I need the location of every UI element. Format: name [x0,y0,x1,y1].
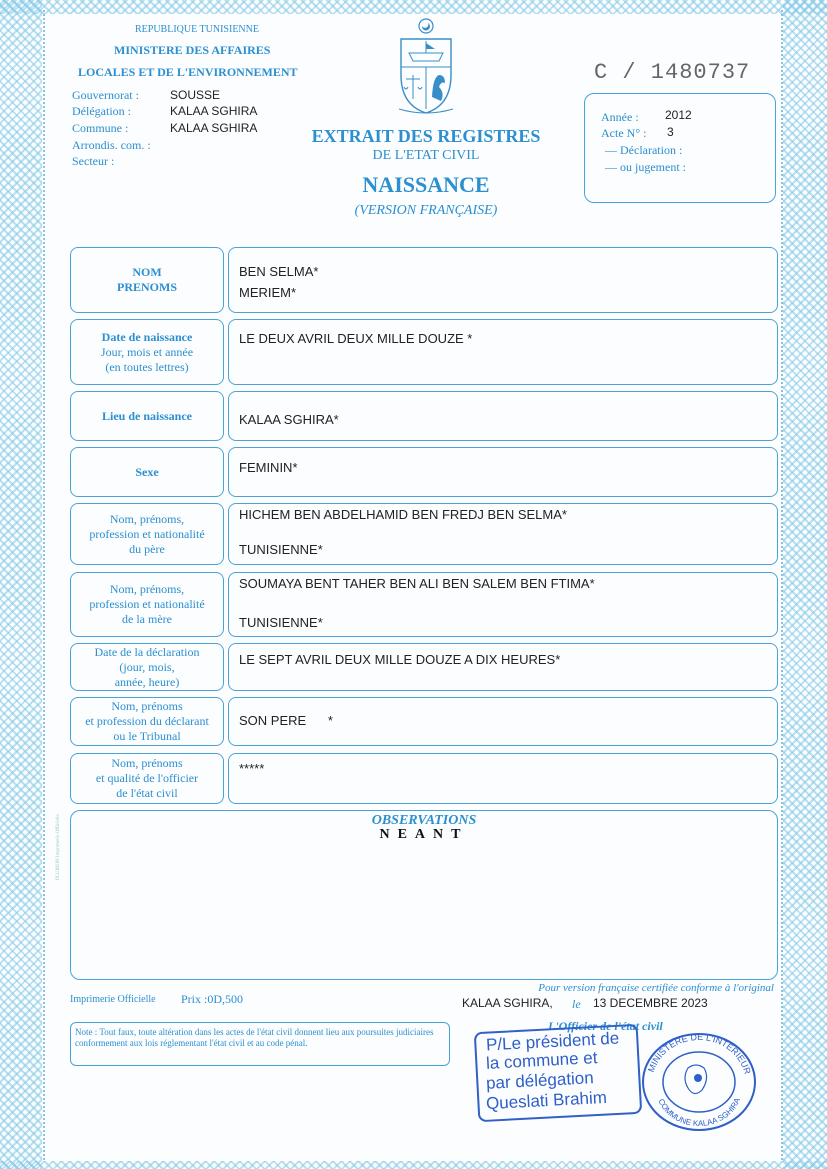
pere-value-cell [228,503,778,565]
observations-box [70,810,778,980]
mere-label-cell [70,572,224,637]
delegation-label: Délégation : [72,104,131,118]
mere-value-cell [228,572,778,637]
declaration-date-value: LE SEPT AVRIL DEUX MILLE DOUZE A DIX HEURES* [239,652,561,667]
officier-value-cell [228,753,778,804]
border-edge-left [40,10,45,1160]
officier-label-1: Nom, prénoms [111,756,183,770]
officier-signature-label: L'Officier de l'état civil [548,1019,663,1033]
title-extrait: EXTRAIT DES REGISTRES [311,126,541,146]
legal-note-box [70,1022,450,1066]
seal-bottom-text: COMMUNE KALAA SGHIRA [656,1096,742,1129]
mere-nationality-value: TUNISIENNE* [239,615,323,630]
date-naissance-value-cell [228,319,778,385]
officier-label-3: de l'état civil [116,786,178,800]
lieu-naissance-label: Lieu de naissance [101,408,192,423]
nom-value: BEN SELMA* [239,264,319,279]
date-naissance-sublabel-2: (en toutes lettres) [105,359,189,374]
tunisia-coat-of-arms-icon [395,17,457,115]
commune-value: KALAA SGHIRA [170,121,258,135]
decorative-border-bottom [0,1161,827,1169]
svg-text:MINISTERE DE L'INTERIEUR [646,1032,753,1076]
annee-value: 2012 [665,108,692,122]
stamp-line-3: par délégation [485,1068,595,1093]
declarant-label-cell [70,697,224,746]
mere-label-3: de la mère [122,612,172,626]
declaration-date-value-cell [228,643,778,691]
sexe-label-cell [70,447,224,497]
title-version: (VERSION FRANÇAISE) [354,203,498,218]
declarant-label-2: et profession du déclarant [85,714,209,728]
annee-label: Année : [601,110,639,124]
gouvernorat-value: SOUSSE [170,88,221,102]
decorative-border-top [0,0,827,14]
price-label: Prix :0D,500 [181,992,244,1006]
pere-nationality-value: TUNISIENNE* [239,542,323,557]
arrondissement-label: Arrondis. com. : [72,138,151,152]
mere-name-value: SOUMAYA BENT TAHER BEN ALI BEN SALEM BEN FTIMA* [239,576,595,591]
nom-prenoms-value-cell [228,247,778,313]
jugement-label: — ou jugement : [605,160,686,174]
printer-side-text: PLURION Imprimerie Officielle [56,814,61,880]
prenoms-value: MERIEM* [239,285,297,300]
pere-name-value: HICHEM BEN ABDELHAMID BEN FREDJ BEN SELMA* [239,507,567,522]
declaration-date-label-2: (jour, mois, [119,659,175,674]
date-naissance-label-cell [70,319,224,385]
declarant-value: SON PERE * [239,713,333,728]
declaration-date-label-1: Date de la déclaration [94,644,200,659]
imprimerie-label: Imprimerie Officielle [70,994,156,1005]
delegation-value: KALAA SGHIRA [170,104,258,118]
nom-label: NOM [132,265,162,279]
stamp-line-2: la commune et [485,1048,598,1073]
mere-label-1: Nom, prénoms, [109,582,185,596]
issue-place: KALAA SGHIRA, [462,996,553,1010]
republic-label: REPUBLIQUE TUNISIENNE [135,24,259,35]
declaration-date-label-cell [70,643,224,691]
registry-info-box [584,93,776,203]
stamp-line-4: Queslati Brahim [485,1087,608,1114]
decorative-border-right [783,0,827,1169]
sexe-label: Sexe [135,464,159,479]
legal-note-text: Note : Tout faux, toute altération dans les actes de l'état civil donnent lieu aux poursuites judiciaires conformement aux lois réglementant l'état civil et au code pénal. [75,1027,434,1048]
declarant-label-3: ou le Tribunal [113,729,181,743]
title-naissance: NAISSANCE [362,172,490,197]
acte-label: Acte N° : [601,126,647,140]
gouvernorat-label: Gouvernorat : [72,88,139,102]
declaration-label: — Déclaration : [605,143,683,157]
date-naissance-sublabel-1: Jour, mois et année [100,344,194,359]
date-naissance-label: Date de naissance [101,329,193,344]
observations-value: NEANT [379,827,469,842]
acte-value: 3 [667,125,674,139]
pere-label-cell [70,503,224,565]
issue-date: 13 DECEMBRE 2023 [593,996,708,1010]
lieu-naissance-label-cell [70,391,224,441]
pere-label-1: Nom, prénoms, [109,511,185,526]
serial-number: C / 1480737 [594,60,751,85]
commune-label: Commune : [72,121,129,135]
sexe-value-cell [228,447,778,497]
officier-label-2: et qualité de l'officier [95,771,199,785]
mere-label-2: profession et nationalité [89,597,205,611]
issue-le-label: le [572,997,581,1011]
sexe-value: FEMININ* [239,460,298,475]
declaration-date-label-3: année, heure) [114,674,180,689]
pere-label-2: profession et nationalité [89,526,205,541]
commune-seal-icon [638,1028,760,1132]
date-naissance-value: LE DEUX AVRIL DEUX MILLE DOUZE * [239,331,473,346]
declarant-value-cell [228,697,778,746]
ministry-line-2: LOCALES ET DE L'ENVIRONNEMENT [78,65,298,79]
ministry-line-1: MINISTERE DES AFFAIRES [114,43,271,57]
prenoms-label: PRENOMS [117,280,177,294]
lieu-naissance-value-cell [228,391,778,441]
lieu-naissance-value: KALAA SGHIRA* [239,412,339,427]
officier-value: ***** [239,761,265,776]
observations-title: OBSERVATIONS [371,813,477,828]
decorative-border-left [0,0,42,1169]
title-etat-civil: DE L'ETAT CIVIL [372,148,480,163]
declarant-label-1: Nom, prénoms [111,699,183,713]
secteur-label: Secteur : [72,154,115,168]
border-edge-right [781,10,786,1160]
officier-label-cell [70,753,224,804]
stamp-line-1: P/Le président de [485,1028,620,1055]
certification-text: Pour version française certifiée conforme à l'original [538,982,774,994]
seal-top-text: MINISTERE DE L'INTERIEUR [645,1031,753,1076]
pere-label-3: du père [129,541,165,556]
nom-prenoms-label-cell [70,247,224,313]
